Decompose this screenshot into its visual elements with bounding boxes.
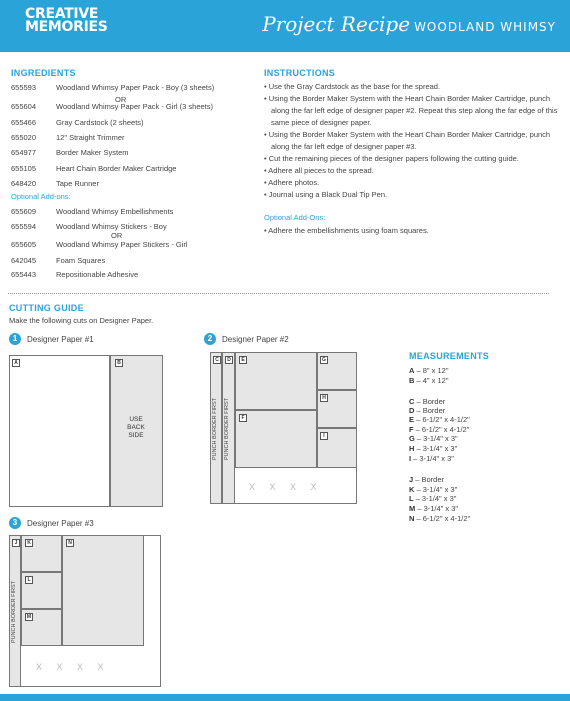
dp2-tag-c: C — [213, 356, 221, 364]
item-name: Tape Runner — [56, 179, 99, 188]
item-code: 655605 — [11, 240, 37, 249]
dp2-punch-label-2: PUNCH BORDER FIRST — [224, 398, 230, 461]
item-code: 648420 — [11, 179, 37, 188]
cutting-guide-subtitle: Make the following cuts on Designer Paper. — [9, 316, 154, 325]
optional-row — [11, 240, 188, 249]
dp3-punch-label: PUNCH BORDER FIRST — [11, 581, 17, 644]
dp1-piece-b — [110, 355, 163, 507]
measurement-key: K — [409, 485, 415, 494]
instruction-step: • Journal using a Black Dual Tip Pen. — [264, 190, 388, 199]
brand-logo — [25, 8, 108, 34]
dp2-piece-h — [317, 390, 357, 428]
item-name: Woodland Whimsy Stickers - Boy — [56, 222, 167, 231]
dp1-label: Designer Paper #1 — [27, 335, 94, 344]
dp2-piece-c — [210, 352, 222, 504]
dp1-tag-b: B — [115, 359, 123, 367]
dp2-piece-d — [222, 352, 235, 504]
dp2-tag-d: D — [225, 356, 233, 364]
instructions-title: INSTRUCTIONS — [264, 68, 336, 78]
brand-line-1: CREATIVE — [25, 6, 99, 22]
project-title — [262, 12, 556, 36]
measurement-value: – Border — [414, 397, 446, 406]
item-name: Foam Squares — [56, 256, 106, 265]
dp2-tag-e: E — [239, 356, 247, 364]
instruction-step: • Use the Gray Cardstock as the base for the spread. — [264, 82, 441, 91]
measurement-row — [409, 475, 444, 484]
item-name: Repositionable Adhesive — [56, 270, 139, 279]
measurement-row — [409, 485, 457, 494]
measurement-key: E — [409, 415, 415, 424]
ingredient-row — [11, 133, 125, 142]
measurement-value: – 4" x 12" — [414, 376, 449, 385]
item-name: Border Maker System — [56, 148, 129, 157]
dp1-use-back-side: USE BACK SIDE — [127, 416, 145, 439]
item-name: Woodland Whimsy Paper Pack - Girl (3 sheets) — [56, 102, 213, 111]
measurement-row — [409, 425, 469, 434]
measurement-row — [409, 514, 470, 523]
measurement-row — [409, 406, 445, 415]
item-code: 655593 — [11, 83, 37, 92]
dp3-tag-l: L — [25, 576, 33, 584]
dp2-punch-label-1: PUNCH BORDER FIRST — [212, 398, 218, 461]
instruction-step: • Cut the remaining pieces of the designer papers following the cutting guide. — [264, 154, 519, 163]
measurement-row — [409, 376, 449, 385]
dp2-number-badge: 2 — [204, 333, 216, 345]
dp3-tag-n: N — [66, 539, 74, 547]
measurement-row — [409, 494, 456, 503]
instructions-optional-title: Optional Add-Ons: — [264, 213, 326, 222]
ingredient-row — [11, 102, 213, 111]
measurement-value: – 6-1/2" x 4-1/2" — [414, 415, 470, 424]
dp3-scrap-marks: X X X X — [36, 662, 110, 672]
dp3-tag-m: M — [26, 614, 32, 620]
measurement-key: F — [409, 425, 414, 434]
item-name: Woodland Whimsy Embellishments — [56, 207, 174, 216]
measurement-value: – 8" x 12" — [414, 366, 449, 375]
item-code: 655609 — [11, 207, 37, 216]
measurement-key: N — [409, 514, 415, 523]
instruction-step: • Adhere all pieces to the spread. — [264, 166, 374, 175]
item-code: 655105 — [11, 164, 37, 173]
dp3-piece-l — [21, 572, 62, 609]
measurement-value: – 3-1/4" x 3" — [413, 494, 457, 503]
item-name: Heart Chain Border Maker Cartridge — [56, 164, 177, 173]
item-name: 12" Straight Trimmer — [56, 133, 125, 142]
theme-name: WOODLAND WHIMSY — [414, 20, 556, 34]
section-divider — [8, 293, 549, 294]
instruction-step: • Using the Border Maker System with the Heart Chain Border Maker Cartridge, punch along the far left edge of designer paper #2. Repeat this step along the far edge of this same piece of designer paper. — [264, 94, 558, 127]
measurement-value: – 3-1/4" x 3" — [414, 434, 458, 443]
measurement-value: – Border — [413, 475, 445, 484]
item-code: 655020 — [11, 133, 37, 142]
item-code: 642045 — [11, 256, 37, 265]
item-code: 655604 — [11, 102, 37, 111]
dp1-tag-a: A — [12, 359, 20, 367]
ingredient-row — [11, 83, 214, 92]
measurement-row — [409, 415, 470, 424]
dp2-tag-g: G — [320, 356, 328, 364]
measurement-row — [409, 454, 454, 463]
measurement-row — [409, 434, 458, 443]
dp3-piece-k — [21, 535, 62, 572]
or-separator-2: OR — [111, 231, 123, 240]
instruction-step: • Using the Border Maker System with the Heart Chain Border Maker Cartridge, punch along the far left edge of designer paper #3. — [264, 130, 551, 151]
item-code: 655594 — [11, 222, 37, 231]
measurement-value: – Border — [414, 406, 446, 415]
measurement-key: D — [409, 406, 415, 415]
dp3-tag-j: J — [12, 539, 20, 547]
item-name: Woodland Whimsy Paper Stickers - Girl — [56, 240, 188, 249]
or-separator: OR — [115, 95, 127, 104]
measurement-key: I — [409, 454, 412, 463]
project-recipe-label: Project Recipe — [262, 12, 411, 36]
instructions-list — [264, 81, 569, 201]
measurement-value: – 6-1/2" x 4-1/2" — [413, 425, 470, 434]
instructions-optional-list — [264, 225, 569, 237]
brand-line-2: MEMORIES — [25, 19, 108, 35]
measurement-row — [409, 366, 449, 375]
measurement-value: – 3-1/4" x 3" — [415, 504, 459, 513]
measurement-key: H — [409, 444, 415, 453]
footer-bar — [0, 694, 570, 701]
measurement-key: C — [409, 397, 415, 406]
item-name: Woodland Whimsy Paper Pack - Boy (3 sheets) — [56, 83, 215, 92]
measurements-title: MEASUREMENTS — [409, 351, 490, 361]
item-code: 655443 — [11, 270, 37, 279]
measurement-row — [409, 504, 458, 513]
measurement-key: L — [409, 494, 414, 503]
measurement-key: A — [409, 366, 415, 375]
measurement-value: – 3-1/4" x 3" — [411, 454, 454, 463]
dp2-piece-i — [317, 428, 357, 468]
dp2-piece-e — [235, 352, 317, 410]
instruction-step: • Adhere photos. — [264, 178, 320, 187]
dp2-tag-f: F — [239, 414, 247, 422]
measurement-value: – 6-1/2" x 4-1/2" — [414, 514, 471, 523]
measurement-key: G — [409, 434, 415, 443]
item-name: Gray Cardstock (2 sheets) — [56, 118, 144, 127]
dp2-piece-g — [317, 352, 357, 390]
measurement-value: – 3-1/4" x 3" — [414, 485, 458, 494]
optional-row — [11, 270, 138, 279]
cutting-guide-title: CUTTING GUIDE — [9, 303, 84, 313]
dp3-piece-m — [21, 609, 62, 646]
optional-row — [11, 222, 167, 231]
dp2-piece-f — [235, 410, 317, 468]
dp3-tag-k: K — [25, 539, 33, 547]
dp3-label: Designer Paper #3 — [27, 519, 94, 528]
measurement-key: J — [409, 475, 414, 484]
measurement-key: M — [409, 504, 416, 513]
dp2-scrap-marks: X X X X — [249, 482, 323, 492]
optional-row — [11, 256, 105, 265]
ingredients-title: INGREDIENTS — [11, 68, 76, 78]
dp2-label: Designer Paper #2 — [222, 335, 289, 344]
dp3-piece-j — [9, 535, 21, 687]
item-code: 654977 — [11, 148, 37, 157]
optional-addons-title: Optional Add-ons: — [11, 192, 71, 201]
ingredient-row — [11, 148, 129, 157]
measurement-row — [409, 444, 457, 453]
dp3-piece-n — [62, 535, 144, 646]
dp2-tag-h: H — [320, 394, 328, 402]
optional-row — [11, 207, 173, 216]
ingredient-row — [11, 118, 144, 127]
measurement-row — [409, 397, 445, 406]
measurement-key: B — [409, 376, 415, 385]
dp1-number-badge: 1 — [9, 333, 21, 345]
dp2-tag-i: I — [320, 432, 328, 440]
instruction-optional-step: • Adhere the embellishments using foam squares. — [264, 226, 429, 235]
ingredient-row — [11, 179, 99, 188]
header-banner — [0, 0, 570, 52]
dp1-piece-a — [9, 355, 110, 507]
measurement-value: – 3-1/4" x 3" — [414, 444, 458, 453]
item-code: 655466 — [11, 118, 37, 127]
ingredient-row — [11, 164, 176, 173]
dp3-number-badge: 3 — [9, 517, 21, 529]
